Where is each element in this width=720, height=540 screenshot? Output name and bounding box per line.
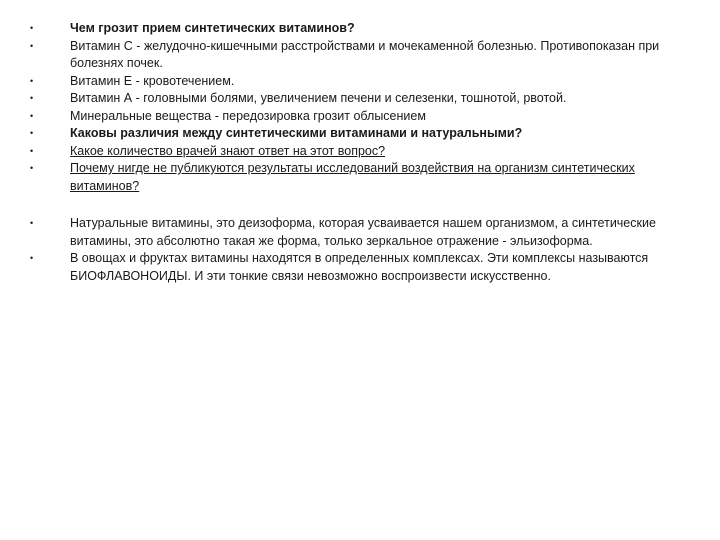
- question-heading: Каковы различия между синтетическими витаминами и натуральными?: [70, 126, 523, 140]
- bullet-icon: •: [30, 93, 34, 103]
- bullet-icon: •: [30, 145, 34, 156]
- list-item: [30, 160, 670, 195]
- bullet-icon: •: [30, 128, 34, 138]
- list-item-text: В овощах и фруктах витамины находятся в определенных комплексах. Эти комплексы называются БИОФЛАВОНОИДЫ. И эти тонкие связи невозможно воспроизвести искусственно.: [70, 251, 649, 283]
- list-item: [30, 20, 670, 38]
- list-item: [30, 143, 670, 161]
- bullet-icon: •: [30, 75, 34, 86]
- bullet-icon: •: [30, 253, 34, 263]
- question-link[interactable]: Какое количество врачей знают ответ на этот вопрос?: [70, 143, 386, 158]
- list-item: [30, 38, 670, 73]
- bullet-icon: •: [30, 40, 34, 51]
- bullet-list: [30, 20, 670, 285]
- list-item: [30, 73, 670, 91]
- question-heading: Чем грозит прием синтетических витаминов?: [70, 21, 355, 35]
- bullet-icon: •: [30, 23, 34, 33]
- list-item: [30, 250, 670, 285]
- list-item: [30, 108, 670, 126]
- list-item: [30, 90, 670, 108]
- bullet-icon: •: [30, 163, 34, 173]
- list-item-text: Витамин Е - кровотечением.: [70, 73, 235, 88]
- list-item-text: Минеральные вещества - передозировка грозит облысением: [70, 108, 426, 123]
- list-item-text: Натуральные витамины, это деизоформа, которая усваивается нашем организмом, а синтетические витамины, это абсолютно такая же форма, только зеркальное отражение - эльизоформа.: [70, 216, 656, 248]
- question-link[interactable]: Почему нигде не публикуются результаты исследований воздействия на организм синтетических витаминов?: [70, 161, 635, 193]
- list-item-text: Витамин С - желудочно-кишечными расстройствами и мочекаменной болезнью. Противопоказан при болезнях почек.: [70, 38, 660, 70]
- bullet-icon: •: [30, 110, 34, 121]
- list-item-text: Витамин А - головными болями, увеличением печени и селезенки, тошнотой, рвотой.: [70, 91, 567, 105]
- list-item: [30, 215, 670, 250]
- list-item: [30, 125, 670, 143]
- bullet-icon: •: [30, 218, 34, 228]
